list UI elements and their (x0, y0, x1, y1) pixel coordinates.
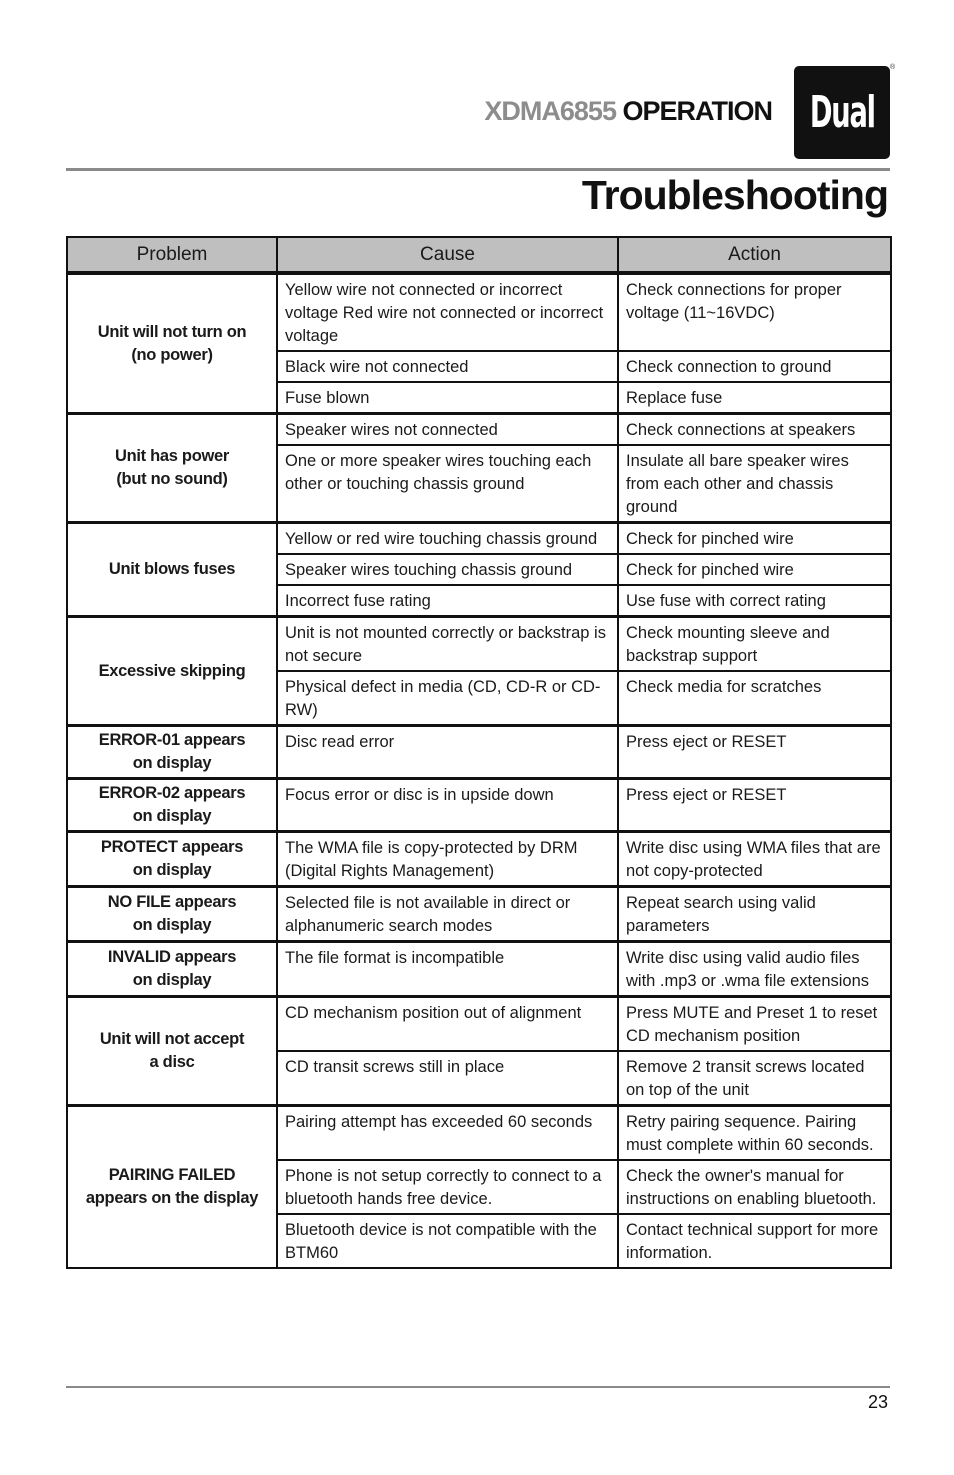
cause-cell: Unit is not mounted correctly or backstrap is not secure (277, 617, 618, 672)
cause-cell: Yellow wire not connected or incorrect voltage Red wire not connected or incorrect voltage (277, 273, 618, 351)
table-header-row (67, 237, 891, 273)
header-divider (66, 168, 890, 171)
column-header-problem: Problem (67, 237, 277, 273)
cause-cell: Phone is not setup correctly to connect to a bluetooth hands free device. (277, 1160, 618, 1214)
problem-cell (67, 832, 277, 887)
action-cell: Check for pinched wire (618, 523, 891, 555)
action-cell: Write disc using valid audio files with .mp3 or .wma file extensions (618, 942, 891, 997)
table-row (67, 997, 891, 1052)
table-row (67, 1106, 891, 1161)
problem-cell (67, 1106, 277, 1269)
table-row (67, 887, 891, 942)
problem-cell (67, 726, 277, 779)
column-header-cause: Cause (277, 237, 618, 273)
action-cell: Check the owner's manual for instructions on enabling bluetooth. (618, 1160, 891, 1214)
table-row (67, 617, 891, 672)
cause-cell: Speaker wires not connected (277, 414, 618, 446)
action-cell: Press eject or RESET (618, 726, 891, 779)
action-cell: Contact technical support for more information. (618, 1214, 891, 1268)
table-row (67, 273, 891, 351)
page-number: 23 (867, 1392, 888, 1412)
model-name: XDMA6855 (484, 96, 616, 126)
action-cell: Check media for scratches (618, 671, 891, 726)
problem-text: INVALID appears (107, 948, 237, 966)
page-title: Troubleshooting (581, 172, 888, 218)
problem-text: ERROR-02 appears (98, 784, 246, 802)
troubleshooting-table (66, 236, 892, 1269)
table-row (67, 832, 891, 887)
cause-cell: Black wire not connected (277, 351, 618, 382)
problem-cell (67, 523, 277, 617)
action-cell: Use fuse with correct rating (618, 585, 891, 617)
footer-divider (66, 1386, 890, 1388)
problem-text: Excessive skipping (98, 661, 246, 680)
problem-text: ERROR-01 appears (98, 731, 246, 749)
table-row (67, 414, 891, 446)
problem-text: PAIRING FAILED (108, 1166, 236, 1184)
problem-text: Unit will not accept (99, 1030, 245, 1048)
cause-cell: Physical defect in media (CD, CD-R or CD-RW) (277, 671, 618, 726)
problem-text: NO FILE appears (107, 893, 237, 911)
action-cell: Insulate all bare speaker wires from each other and chassis ground (618, 445, 891, 523)
action-cell: Write disc using WMA files that are not copy-protected (618, 832, 891, 887)
problem-cell (67, 887, 277, 942)
problem-cell (67, 273, 277, 414)
column-header-action: Action (618, 237, 891, 273)
table-body (67, 273, 891, 1268)
cause-cell: Selected file is not available in direct or alphanumeric search modes (277, 887, 618, 942)
problem-text: on display (132, 807, 212, 825)
problem-cell (67, 942, 277, 997)
action-cell: Check connections at speakers (618, 414, 891, 446)
problem-text: on display (132, 861, 212, 879)
problem-text: (no power) (131, 345, 213, 364)
registered-mark: ® (890, 64, 896, 71)
table-row (67, 942, 891, 997)
cause-cell: The WMA file is copy-protected by DRM (Digital Rights Management) (277, 832, 618, 887)
problem-text: Unit has power (114, 447, 230, 465)
problem-text: (but no sound) (116, 470, 228, 488)
problem-text: Unit will not turn on (97, 322, 247, 341)
cause-cell: Pairing attempt has exceeded 60 seconds (277, 1106, 618, 1161)
model-operation-title (484, 96, 772, 127)
problem-cell (67, 617, 277, 726)
problem-cell (67, 779, 277, 832)
cause-cell: Fuse blown (277, 382, 618, 414)
action-cell: Remove 2 transit screws located on top of the unit (618, 1051, 891, 1106)
cause-cell: One or more speaker wires touching each other or touching chassis ground (277, 445, 618, 523)
cause-cell: CD mechanism position out of alignment (277, 997, 618, 1052)
cause-cell: Bluetooth device is not compatible with the BTM60 (277, 1214, 618, 1268)
action-cell: Check for pinched wire (618, 554, 891, 585)
problem-text: Unit blows fuses (108, 560, 236, 578)
problem-cell (67, 414, 277, 523)
cause-cell: CD transit screws still in place (277, 1051, 618, 1106)
table-row (67, 726, 891, 779)
cause-cell: Yellow or red wire touching chassis ground (277, 523, 618, 555)
action-cell: Replace fuse (618, 382, 891, 414)
cause-cell: The file format is incompatible (277, 942, 618, 997)
problem-text: a disc (149, 1053, 195, 1071)
action-cell: Check connections for proper voltage (11~16VDC) (618, 273, 891, 351)
action-cell: Press MUTE and Preset 1 to reset CD mechanism position (618, 997, 891, 1052)
table-row (67, 779, 891, 832)
problem-text: PROTECT appears (100, 838, 244, 856)
problem-text: on display (132, 754, 212, 772)
table-row (67, 523, 891, 555)
cause-cell: Disc read error (277, 726, 618, 779)
cause-cell: Focus error or disc is in upside down (277, 779, 618, 832)
problem-text: appears on the display (85, 1189, 259, 1207)
action-cell: Retry pairing sequence. Pairing must complete within 60 seconds. (618, 1106, 891, 1161)
action-cell: Press eject or RESET (618, 779, 891, 832)
dual-logo (794, 66, 890, 159)
cause-cell: Speaker wires touching chassis ground (277, 554, 618, 585)
action-cell: Check mounting sleeve and backstrap support (618, 617, 891, 672)
problem-text: on display (132, 971, 212, 989)
problem-cell (67, 997, 277, 1106)
cause-cell: Incorrect fuse rating (277, 585, 618, 617)
problem-text: on display (132, 916, 212, 934)
action-cell: Check connection to ground (618, 351, 891, 382)
logo-text: Dual (809, 87, 875, 138)
section-name: OPERATION (622, 96, 772, 126)
action-cell: Repeat search using valid parameters (618, 887, 891, 942)
